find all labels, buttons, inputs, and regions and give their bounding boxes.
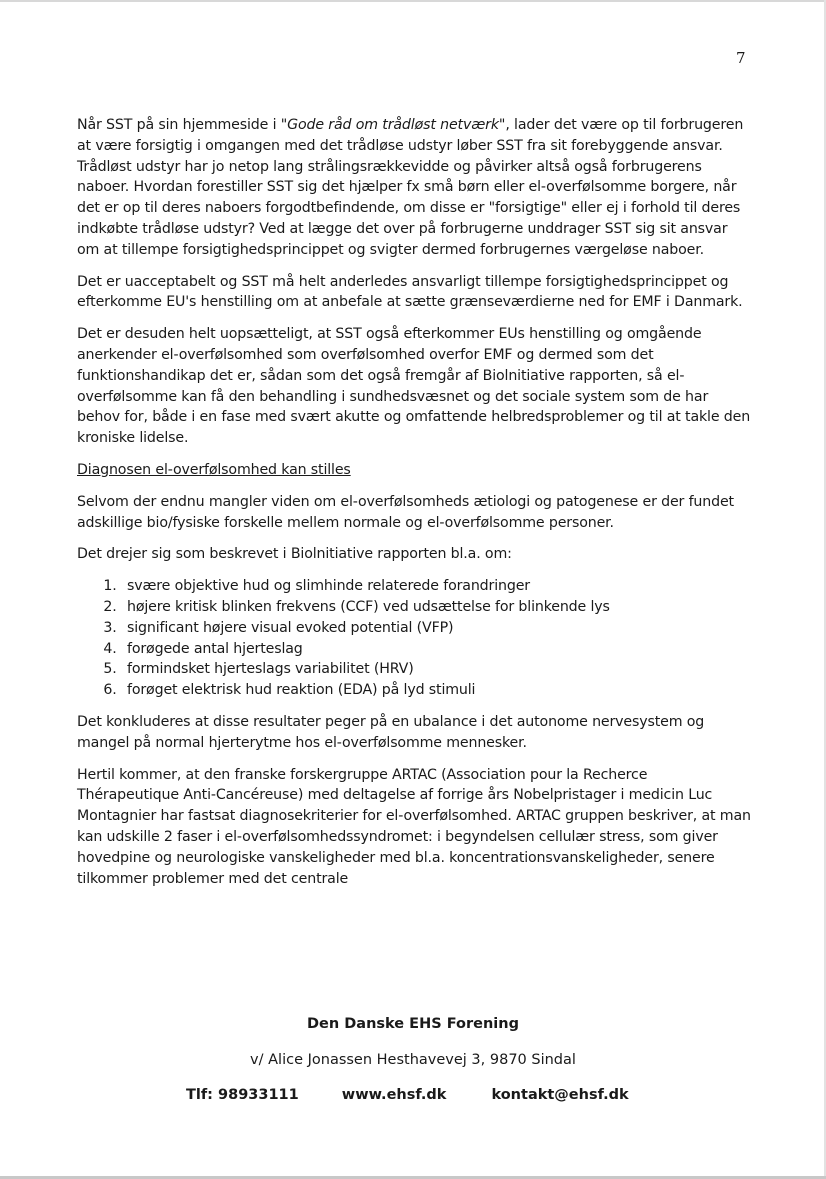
paragraph-5: Det drejer sig som beskrevet i Biolnitiative rapporten bl.a. om:	[77, 546, 512, 563]
footer-contacts	[186, 1087, 629, 1103]
paragraph-3: Det er desuden helt uopsætteligt, at SST også efterkommer EUs henstilling og omgående anerkender el-overfølsomhed som overfølsomhed overfor EMF og dermed som det funktionshandikap det er, sådan som det også fremgår af Biolnitiative rapporten, så el-overfølsomme kan få den behandling i sundhedsvæsnet og det sociale system som de har behov for, både i en fase med svært akutte og omfattende helbredsproblemer og til at takle den kroniske lidelse.	[77, 326, 751, 447]
paragraph-1-lead: Når SST på sin hjemmeside i	[77, 117, 281, 133]
paragraph-7: Hertil kommer, at den franske forskergruppe ARTAC (Association pour la Recherce Thérapeutique Anti-Cancéreuse) med deltagelse af forrige års Nobelpristager i medicin Luc Montagnier har fastsat diagnosekriterier for el-overfølsomhed. ARTAC gruppen beskriver, at man kan udskille 2 faser i el-overfølsomhedssyndromet: i begyndelsen cellulær stress, som giver hovedpine og neurologiske vanskeligheder med bl.a. koncentrationsvanskeligheder, senere tilkommer problemer med det centrale	[77, 766, 751, 887]
footer-email: kontakt@ehsf.dk	[491, 1087, 629, 1103]
paragraph-1	[77, 115, 752, 261]
footer-organization: Den Danske EHS Forening	[307, 1016, 519, 1032]
list-item: 4. forøgede antal hjerteslag	[121, 639, 752, 660]
footer-website: www.ehsf.dk	[341, 1087, 447, 1103]
page-number: 7	[736, 49, 746, 67]
list-item: 6. forøget elektrisk hud reaktion (EDA) på lyd stimuli	[121, 680, 752, 701]
paragraph-1-rest: , lader det være op til forbrugeren at være forsigtig i omgangen med det trådløse udstyr løber SST fra sit forebyggende ansvar. Trådløst udstyr har jo netop lang strålingsrækkevidde og påvirker altså også forbrugerens naboer. Hvordan forestiller SST sig det hjælper fx små børn eller el-overfølsomme borgere, når det er op til deres naboers forgodtbefindende, om disse er "forsigtige" eller ej i forhold til deres indkøbte trådløse udstyr? Ved at lægge det over på forbrugerne unddrager SST sig sit ansvar om at tillempe forsigtighedsprincippet og svigter dermed forbrugernes værgeløse naboer.	[77, 117, 744, 258]
document-body	[77, 115, 752, 900]
footer-address: v/ Alice Jonassen Hesthavevej 3, 9870 Sindal	[250, 1052, 576, 1068]
paragraph-4: Selvom der endnu mangler viden om el-overfølsomheds ætiologi og patogenese er der fundet adskillige bio/fysiske forskelle mellem normale og el-overfølsomme personer.	[77, 493, 734, 531]
paragraph-6: Det konkluderes at disse resultater peger på en ubalance i det autonome nervesystem og mangel på normal hjerterytme hos el-overfølsomme mennesker.	[77, 713, 705, 751]
list-item: 5. formindsket hjerteslags variabilitet (HRV)	[121, 659, 752, 680]
paragraph-2: Det er uacceptabelt og SST må helt anderledes ansvarligt tillempe forsigtighedsprincippet og efterkomme EU's henstilling om at anbefale at sætte grænseværdierne ned for EMF i Danmark.	[77, 273, 743, 311]
footer-phone: Tlf: 98933111	[186, 1087, 299, 1103]
scan-edge-top	[0, 0, 826, 2]
quoted-title: "Gode råd om trådløst netværk"	[280, 117, 506, 133]
list-item: 3. significant højere visual evoked potential (VFP)	[121, 618, 752, 639]
findings-list	[77, 576, 752, 701]
list-item: 2. højere kritisk blinken frekvens (CCF) ved udsættelse for blinkende lys	[121, 597, 752, 618]
list-item: 1. svære objektive hud og slimhinde relaterede forandringer	[121, 576, 752, 597]
section-heading: Diagnosen el-overfølsomhed kan stilles	[77, 461, 351, 478]
